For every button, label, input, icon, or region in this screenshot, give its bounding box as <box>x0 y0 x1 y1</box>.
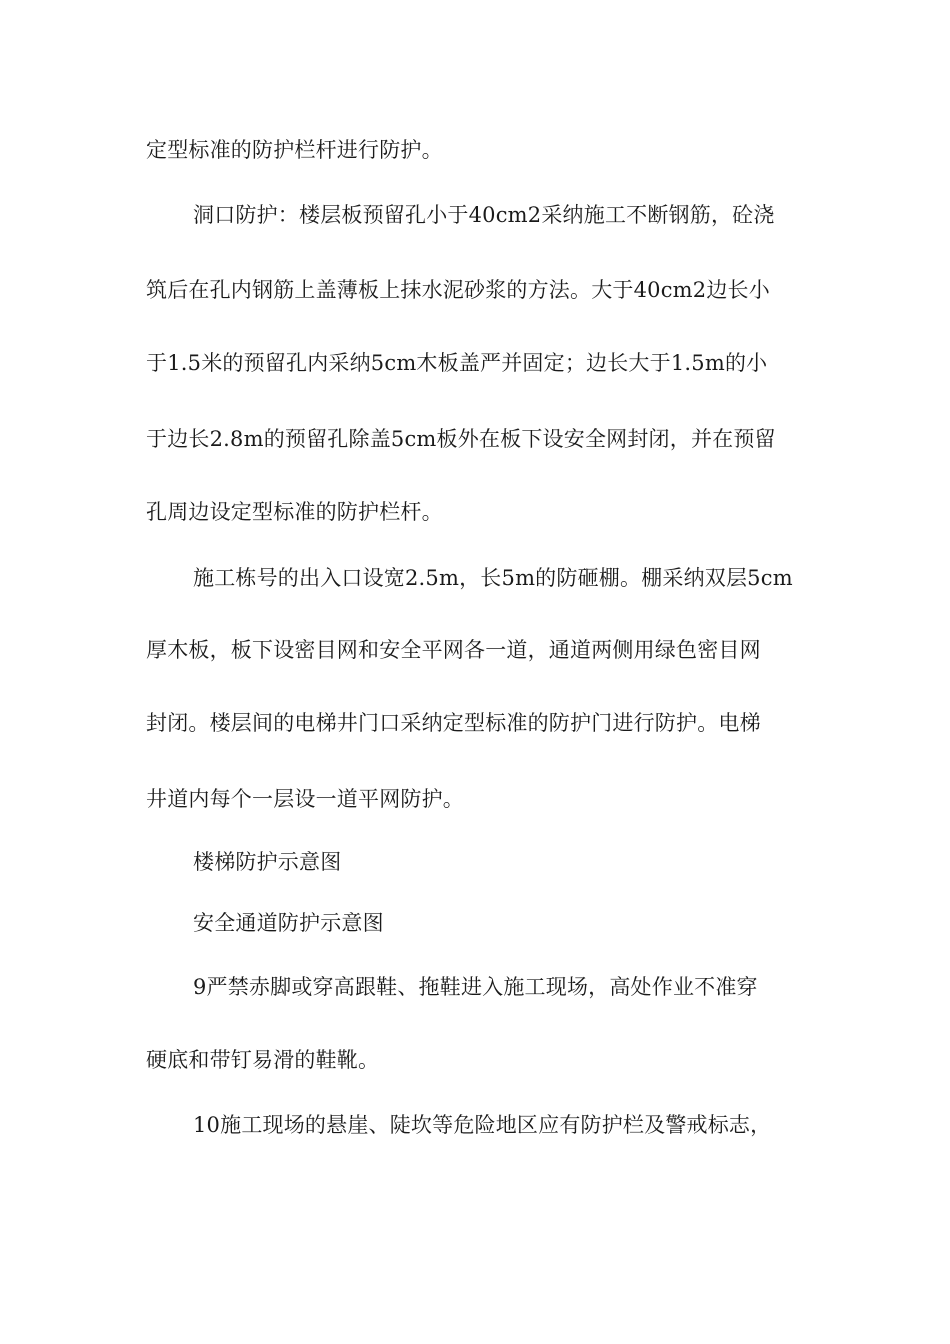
text-line: 于1.5米的预留孔内采纳5cm木板盖严并固定；边长大于1.5m的小 <box>146 351 768 375</box>
text-line: 井道内每个一层设一道平网防护。 <box>146 787 464 811</box>
caption-stair-protection: 楼梯防护示意图 <box>193 850 342 874</box>
caption-safe-passage: 安全通道防护示意图 <box>193 911 384 935</box>
paragraph-hole-protection: 洞口防护：楼层板预留孔小于40cm2采纳施工不断钢筋，砼浇 <box>193 203 775 227</box>
text-line: 厚木板，板下设密目网和安全平网各一道，通道两侧用绿色密目网 <box>146 638 761 662</box>
paragraph-entrance-canopy: 施工栋号的出入口设宽2.5m，长5m的防砸棚。棚采纳双层5cm <box>193 566 793 590</box>
text-line: 筑后在孔内钢筋上盖薄板上抹水泥砂浆的方法。大于40cm2边长小 <box>146 278 770 302</box>
text-line: 定型标准的防护栏杆进行防护。 <box>146 138 443 162</box>
paragraph-item-10: 10施工现场的悬崖、陡坎等危险地区应有防护栏及警戒标志， <box>193 1113 772 1137</box>
text-line: 封闭。楼层间的电梯井门口采纳定型标准的防护门进行防护。电梯 <box>146 711 761 735</box>
text-line: 孔周边设定型标准的防护栏杆。 <box>146 500 443 524</box>
text-line: 硬底和带钉易滑的鞋靴。 <box>146 1048 380 1072</box>
text-line: 于边长2.8m的预留孔除盖5cm板外在板下设安全网封闭，并在预留 <box>146 427 776 451</box>
paragraph-item-9: 9严禁赤脚或穿高跟鞋、拖鞋进入施工现场，高处作业不准穿 <box>193 975 758 999</box>
